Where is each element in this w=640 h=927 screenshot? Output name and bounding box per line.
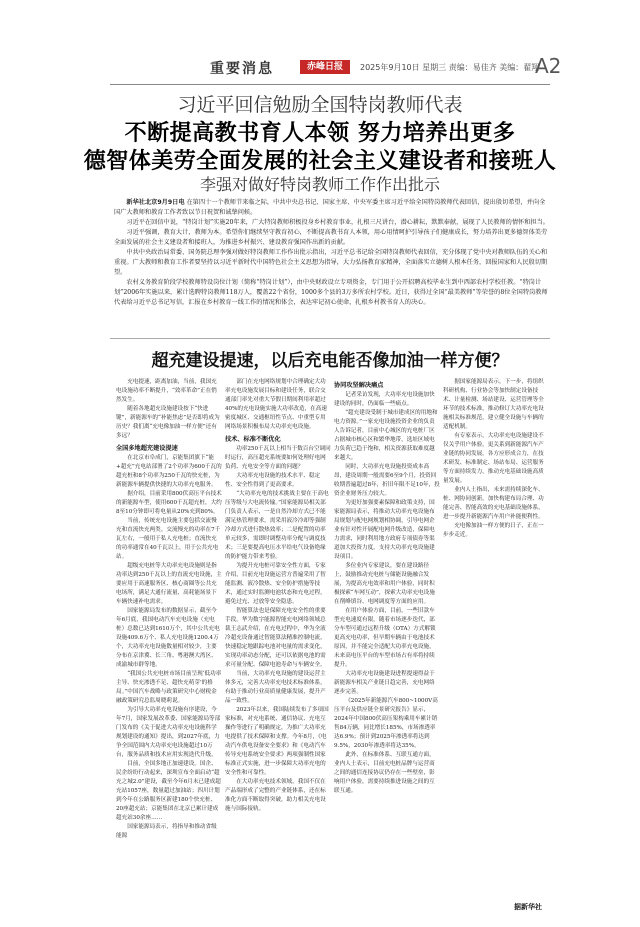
- article-paragraph: 在用户体验方面，目前，一些旧款车型充电速度有限，随着市场逐步迭代，部分车型可通过远程升级（OTA）方式解锁更高充电功率，但早期车辆由于电池技术原因，并不能完全适配大功率充电设施，未来高电压平台的车型市场占有率将持续提升。: [334, 608, 436, 668]
- article-paragraph: 农村义务教育阶段学校教师特设岗位计划（简称“特岗计划”），由中央财政设立专项资金，专门用于公开招聘高校毕业生到中西部农村学校任教。“特岗计划”2006年实施以来，累计选聘特岗教师118万人，覆盖22个省份，1000多个县的3万多所农村学校。近日，获得过全国“最美教师”等荣誉的8位全国特岗教师代表给习近平总书记写信，汇报在乡村教育一线工作的情况和体会，表达牢记初心使命，扎根乡村教书育人的决心。: [114, 279, 548, 306]
- page-header: [210, 52, 562, 82]
- article-paragraph: 习近平强调，教育大计，教师为本。希望你们继续坚守教育初心，不断提高教书育人本领，用心用情呵护引导孩子们健康成长，努力培养出更多德智体美劳全面发展的社会主义建设者和接班人，为推进乡村振兴、建设教育强国作出新的贡献。: [114, 229, 548, 246]
- article-paragraph: 在大功率充电技术领域，我国不仅在产品端形成了完整的产业链体系，还在标准化方面不断取得突破，助力相关充电设施与国际接轨。: [225, 779, 326, 812]
- article-paragraph: 充电像加油一样方便的日子，正在一步步走近。: [443, 523, 544, 538]
- article-paragraph: 当前，传统充电设施主要包括交流慢充和直流快充两类。交流慢充的功率在7千瓦左右，一般用于私人充电桩；直流快充的功率通常在40千瓦以上，用于公共充电站。: [116, 518, 221, 560]
- article-paragraph: 《2025年新能源汽车800~1000V高压平台及供应链全景研究报告》显示，2024年中国800伏高压架构乘用车累计销售84万辆，同比增长185%，市场渗透率达6.9%；预计到2025年渗透率将达到9.5%，2030年渗透率将达35%。: [334, 698, 438, 749]
- article-paragraph: 习近平在回信中说，“特岗计划”实施20年来，广大特岗教师积极投身乡村教育事业，扎根三尺讲台，潜心耕耘，默默奉献，展现了人民教师的情怀和担当。: [126, 219, 549, 226]
- header-rule: [110, 84, 550, 85]
- article-paragraph: “我国公共充电桩市场目前呈现‘低功率主导、快充渗透不足、超快充萌芽’的格局。”中国汽车战略与政策研究中心财税金融政策研究总监周晓莉说。: [116, 671, 222, 704]
- main-headline-line2: 德智体美劳全面发展的社会主义建设者和接班人: [83, 149, 557, 174]
- article-column-2: [225, 378, 331, 898]
- story-divider: [110, 338, 550, 339]
- article-paragraph: 为引导大功率充电设施有序建设，今年7月，国家发展改革委、国家能源局等部门发布的《关于促进大功率充电设施科学规划建设的通知》提出，到2027年底，力争全国范围内大功率充电设施超过10万台，服务品质和技术应用实现迭代升级。: [116, 707, 221, 758]
- article-paragraph: 多位业内专家建议，要在建设路径上，鼓励推动充电桩与储能设施融合发展，为提高充电效率和用户体验，同时积极探索“车网互动”，探索大功率充电设施在削峰填谷、电网调度等方面的应用。: [334, 563, 435, 605]
- article-paragraph: 中共中央政治局常委、国务院总理李强对做好特岗教师工作作出批示指出，习近平总书记给全国特岗教师代表回信，充分体现了党中央对教师队伍的关心和重视。广大教师和教育工作者要坚持以习近平新时代中国特色社会主义思想为指导，大力弘扬教育家精神，全面落实立德树人根本任务，回报国家和人民殷切期望。: [114, 249, 548, 276]
- article-column-3: [334, 378, 440, 898]
- article-paragraph: 有专家表示，大功率充电设施建设不仅关乎用户体验，更关系到新能源汽车产业链的协同发展。各方应形成合力，在技术研发、标准制定、场站布局、运营服务等方面持续发力，推动充电基础设施高质量发展。: [443, 433, 544, 484]
- article-paragraph: 国家能源局发布的数据显示，截至今年6月底，我国电动汽车充电设施（充电桩）总数已达到1610万个，其中公共充电设施409.6万个、私人充电设施1200.4万个，大功率充电设施数量相对较少，主要分布在京津冀、长三角、粤港澳大湾区、成渝城市群等地。: [116, 608, 220, 668]
- article-paragraph: 为更好加强要素保障和政策支持，国家能源局表示，将推动大功率充电设施布局规划与配电网规划相协调，引导电网企业有针对性开展配电网升级改造，保障电力需求，同时利用地方政府专项债券等渠道加大投资力度，支持大功率充电设施建设项目。: [334, 500, 435, 560]
- article-paragraph: 功率250千瓦以上相当于数百台空调同时运行，高压超充系统要如何处理好电网负荷、充电安全等方面的问题？: [225, 446, 331, 470]
- article-paragraph: 大功率充电设施的技术水平、稳定性、安全性得到了更高要求。: [225, 473, 321, 488]
- article-paragraph: 当前，大功率充电设施的建设运营主体多元，完善大功率充电技术标准体系，有助于推动行业高质量健康发展，提升产品一致性。: [225, 671, 326, 704]
- article-paragraph: 随着各地超充设施建设按下“快进键”，新能源车的“补能焦虑”是否即将成为历史？我们离“充电像加油一样方便”还有多远？: [116, 406, 220, 439]
- article-paragraph: 部门在充电网络规划中合理确定大功率充电设施发展目标和建设任务，联合交通部门率先对重大节假日期间利用率超过40%的充电设施实施大功率改造，在高速密度城区、交通枢纽性节点、中重型专用网络场景积极布局大功率充电设施。: [225, 379, 327, 430]
- byline: 据新华社: [514, 903, 542, 911]
- article-paragraph: 此外，在标准体系、互联互通方面，业内人士表示，目前充电桩品牌与运营商之间的通信连接协议仍存在一些壁垒，影响用户体验，需要持续推进设施之间的互联互通。: [334, 752, 435, 794]
- article-paragraph: 2023年以来，我国陆续发布了多项国家标准，对充电系统、通信协议、充电互操作等进行了明确规定，为推广大功率充电提供了技术保障和支撑。今年8月，《电动汽车供电设备安全要求》和《电动汽车传导充电系统安全要求》两项强制性国家标准正式实施，进一步保障大功率充电的安全性和可靠性。: [225, 707, 329, 776]
- article-paragraph: 据介绍，目前采用800伏高压平台技术的新能源车型，使用600千瓦超充桩，大约8至10分钟即可将电量从20%充到80%。: [116, 491, 222, 515]
- dateline: 新华社北京9月9日电: [126, 199, 185, 206]
- article-paragraph: 同时，大功率充电设施投资成本高昂，建设周期一般需要6至9个月，投资回收期普遍超过8年，折旧年限不足10年，投资企业财务压力较大。: [334, 464, 440, 497]
- article-paragraph: 大功率充电设施建设进程提速得益于新能源车相关产业链日趋完善，充电网络逐步完善。: [334, 671, 435, 695]
- section-subheading: 全国多地超充建设提速: [116, 445, 178, 452]
- newspaper-logo: 赤峰日报: [300, 60, 350, 74]
- main-headline-line1: 不断提高教书育人本领 努力培养出更多: [124, 121, 516, 146]
- article-paragraph: 超级充电桩等大功率充电设施则是指功率达到250千瓦以上的直流充电设施，主要应用于高速服务区、核心商圈等公共充电场所，满足大通行流量、高耗能场景下车辆快速补电需求。: [116, 563, 222, 605]
- kicker-headline: 习近平回信勉励全国特岗教师代表: [177, 94, 463, 116]
- article-paragraph: 智能算法也是保障充电安全性的重要手段。华为数字能源智能充电网络领域总裁王志武介绍，在充电过程中，华为全液冷超充设备通过智能算法精准控制电流，快速稳定地跟踪电池对电量的需求变化，实现功率动态分配，还可以依据电池的需求可量分配、保障电池寿命与车辆安全。: [225, 608, 326, 668]
- sub-headline: 李强对做好特岗教师工作作出批示: [199, 175, 440, 194]
- article-column-4: [443, 378, 549, 898]
- article-column-1: [116, 378, 222, 898]
- page-number: A2: [535, 54, 562, 78]
- article-paragraph: 据国家能源局表示，下一步，将组织科研机构、行业协会等加快制定设备技术、计量检测、场站建设、运营管理等全环节的技术标准，推动修订大功率充电设施相关标准规范，建立健全设施与车辆的适配机制。: [443, 379, 544, 430]
- section-subheading: 技术、标准不断优化: [225, 436, 281, 443]
- article-paragraph: 新华社北京9月9日电 在第四十一个教师节来临之际，中共中央总书记、国家主席、中央军委主席习近平给全国特岗教师代表回信，提出殷切希望，并向全国广大教师和教育工作者致以节日祝贺和诚挚问候。: [114, 199, 546, 216]
- section-label: 重要消息: [210, 61, 274, 77]
- article-paragraph: 目前，全国多地正加速建设。国企、民企纷纷行动起来，深圳宣布全面启动“超充之城2.0”建设，截至今年6月末已建成超充站1057座，数量超过加油站；四川计划到今年在公路服务区新建180个快充桩、20座超充站；京能集团在北京已累计建成超充站30余座……: [116, 761, 221, 821]
- article-paragraph: 业内人士指出，未来需持续深化车、桩、网协同创新，加快构建布局合理、功能完善、智能高效的充电基础设施体系，进一步提升新能源汽车用户补能便利性。: [443, 487, 544, 520]
- article-paragraph: 国家能源局表示，将指导和推动省级能源: [116, 824, 217, 839]
- main-story-body: [114, 198, 550, 308]
- article-paragraph: “大功率充电的技术挑战主要在于高电压等级与大电流传输。”国家能源局相关部门负责人表示，一是自然冷却方式已不能满足热管理要求，需采用液冷冷却等强制冷却方式进行散热效率；二是配置的功率单元较多，需即时调整功率分配与调度技术；三是要提高电压水平给电气设备绝缘的防护能力带来考验。: [225, 491, 329, 560]
- issue-info: 2025年9月10日 星期三 责编：易佳齐 美编：翟翔: [360, 63, 540, 72]
- article-paragraph: 记者采访发现，大功率充电设施加快建设的同时，仍面临一些痛点。: [334, 392, 435, 407]
- second-story-title: 超充建设提速，以后充电能否像加油一样方便？: [151, 351, 509, 371]
- section-subheading: 协同攻坚解决痛点: [334, 382, 384, 389]
- article-paragraph: 为提升充电桩可靠安全性方面，专家介绍，目前充电设施运营方普遍采用了智能监测、液冷散热、安全防护措施等技术，通过实时监测电池状态和充电过程，避免过充、过放等安全隐患。: [225, 563, 326, 605]
- article-paragraph: 充电提速，距离加油，当前，我国充电设施功率不断提升，“效率革命”正在悄然发生。: [116, 379, 217, 403]
- article-paragraph: “超充建设受制于城市建成区的用地和电力资源。”一家充电设施投资企业的负责人告诉记者，目前中心城区的充电桩厂区占据城市核心区和繁华地带，选址区域电力负荷已趋于饱和，相关资源获取难度越来越大。: [334, 410, 438, 461]
- article-paragraph: 在北京市阜成门，京能集团旗下“能+超充”充电站部署了2个功率为600千瓦的超充桩和8个功率为250千瓦的快充桩，为新能源车辆提供快捷的大功率充电服务。: [116, 455, 222, 488]
